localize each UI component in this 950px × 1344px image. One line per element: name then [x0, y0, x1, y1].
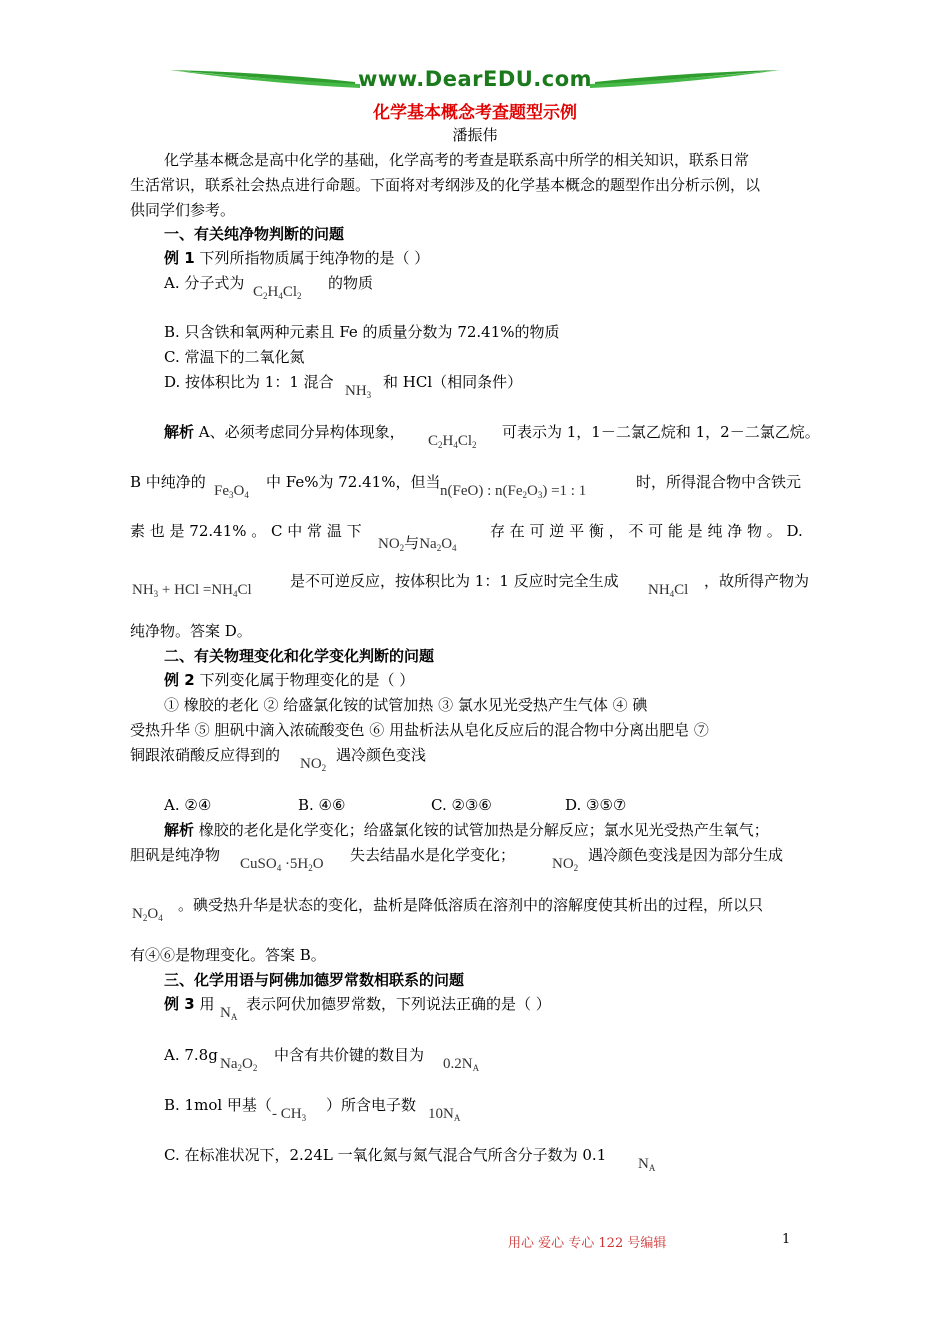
formula-no2: $NO_2$	[300, 756, 327, 773]
example-3	[164, 994, 214, 1014]
option-b: B. ④⑥	[298, 796, 346, 814]
formula-na: $N_A$	[220, 1005, 238, 1022]
example-text: 下列变化属于物理变化的是（ ）	[199, 671, 415, 689]
formula-nh3-hcl: $NH_3$ + HCl $=NH_4Cl$	[132, 582, 252, 599]
analysis-2-line-1	[164, 820, 769, 840]
formula-na2o2: $Na_2O_2$	[220, 1056, 258, 1073]
option-b: B. 只含铁和氧两种元素且 Fe 的质量分数为 72.41%的物质	[164, 323, 560, 341]
site-banner	[170, 62, 780, 98]
formula-n2o4: $N_2O_4$	[132, 906, 163, 923]
example-2-items-line-1: ① 橡胶的老化 ② 给盛氯化铵的试管加热 ③ 氯水见光受热产生气体 ④ 碘	[164, 696, 648, 714]
analysis-2-line-2-mid: 失去结晶水是化学变化；	[350, 846, 516, 864]
formula-c2h4cl2-2: $C_2H_4Cl_2$	[428, 433, 477, 450]
analysis-2-line-2-end: 遇冷颜色变浅是因为部分生成	[588, 846, 784, 864]
formula-cuso4: CuSO$_4$ $\cdot 5H_2O$	[240, 856, 324, 873]
analysis-2-line-2-start: 胆矾是纯净物	[130, 846, 221, 864]
example-label: 例 1	[164, 249, 195, 267]
option-a: A. ②④	[164, 796, 212, 814]
formula-nh3: $NH_3$	[345, 383, 372, 400]
option-a-suffix: 的物质	[328, 274, 374, 292]
formula-na-2: $N_A$	[638, 1156, 656, 1173]
analysis-1-line-1-end: 可表示为 1，1－二氯乙烷和 1，2－二氯乙烷。	[502, 423, 820, 441]
option-a	[164, 273, 244, 293]
option-d-suffix: 和 HCl（相同条件）	[383, 373, 523, 391]
analysis-label: 解析	[164, 821, 195, 839]
intro-line-2: 生活常识，联系社会热点进行命题。下面将对考纲涉及的化学基本概念的题型作出分析示例，以	[130, 176, 761, 194]
analysis-2-line-4: 有④⑥是物理变化。答案 B。	[130, 946, 326, 964]
analysis-1-line-1	[164, 422, 405, 442]
option-a-prefix: A. 分子式为	[164, 274, 245, 292]
option-b-prefix: B. 1mol 甲基（	[164, 1096, 272, 1114]
intro-line-1: 化学基本概念是高中化学的基础，化学高考的考查是联系高中所学的相关知识，联系日常	[164, 151, 750, 169]
formula-fe3o4: $Fe_3O_4$	[214, 483, 249, 500]
page-title: 化学基本概念考查题型示例	[373, 103, 577, 123]
formula-02na: $0.2N_A$	[443, 1056, 480, 1073]
example-text: 下列所指物质属于纯净物的是（ ）	[199, 249, 430, 267]
analysis-1-text: A、必须考虑同分异构体现象，	[198, 423, 405, 441]
author: 潘振伟	[452, 126, 498, 144]
formula-ch3: - $CH_3$	[272, 1106, 307, 1123]
formula-no2-na2o4: $NO_2$与$Na_2O_4$	[378, 534, 457, 553]
analysis-1-line-4-end: ，故所得产物为	[704, 572, 810, 590]
analysis-label: 解析	[164, 423, 195, 441]
analysis-1-line-2-start: B 中纯净的	[130, 473, 206, 491]
example-label: 例 3	[164, 995, 195, 1013]
formula-ratio: n(FeO) : $n(Fe_2O_3) =1$ : 1	[440, 483, 587, 500]
formula-nh4cl: $NH_4Cl$	[648, 582, 689, 599]
example-2-items-line-2: 受热升华 ⑤ 胆矾中滴入浓硫酸变色 ⑥ 用盐析法从皂化反应后的混合物中分离出肥皂 ⑦	[130, 721, 709, 739]
example-text: 用	[199, 995, 215, 1013]
formula-c2h4cl2: $C_2H_4Cl_2$	[253, 284, 302, 301]
analysis-1-line-4-mid: 是不可逆反应，按体积比为 1：1 反应时完全生成	[290, 572, 619, 590]
option-c: C. 常温下的二氧化氮	[164, 348, 305, 366]
option-d: D. ③⑤⑦	[565, 796, 627, 814]
option-c: C. ②③⑥	[431, 796, 492, 814]
intro-line-3: 供同学们参考。	[130, 201, 236, 219]
analysis-1-line-3-end: 存 在 可 逆 平 衡 ， 不 可 能 是 纯 净 物 。 D.	[490, 522, 803, 540]
site-url: www.DearEDU.com	[357, 67, 593, 91]
example-2-items-line-3: 铜跟浓硝酸反应得到的	[130, 746, 281, 764]
footer-text: 用心 爱心 专心 122 号编辑	[508, 1236, 667, 1251]
example-2-items-line-3-end: 遇冷颜色变浅	[336, 746, 427, 764]
analysis-2-line-3: 。碘受热升华是状态的变化，盐析是降低溶质在溶剂中的溶解度使其析出的过程，所以只	[178, 896, 764, 914]
example-2	[164, 670, 414, 690]
option-c-prefix: C. 在标准状况下，2.24L 一氧化氮与氮气混合气所含分子数为 0.1	[164, 1146, 607, 1164]
analysis-1-line-2-end: 时，所得混合物中含铁元	[636, 473, 802, 491]
example-3-text-end: 表示阿伏加德罗常数，下列说法正确的是（ ）	[246, 995, 551, 1013]
option-a-prefix: A. 7.8g	[164, 1046, 218, 1064]
option-d-prefix: D. 按体积比为 1：1 混合	[164, 373, 334, 391]
analysis-1-line-2-mid: 中 Fe%为 72.41%，但当	[266, 473, 441, 491]
section-1-heading: 一、有关纯净物判断的问题	[164, 225, 345, 243]
formula-10na: $10N_A$	[428, 1106, 461, 1123]
page-number: 1	[782, 1232, 791, 1247]
formula-no2-2: $NO_2$	[552, 856, 579, 873]
option-a-mid: 中含有共价键的数目为	[274, 1046, 425, 1064]
section-3-heading: 三、化学用语与阿佛加德罗常数相联系的问题	[164, 971, 465, 989]
example-label: 例 2	[164, 671, 195, 689]
analysis-2-text: 橡胶的老化是化学变化；给盛氯化铵的试管加热是分解反应；氯水见光受热产生氧气；	[198, 821, 769, 839]
analysis-1-line-3-start: 素 也 是 72.41% 。 C 中 常 温 下	[130, 522, 362, 540]
option-b-mid: ）所含电子数	[326, 1096, 417, 1114]
example-1	[164, 248, 429, 268]
analysis-1-line-5: 纯净物。答案 D。	[130, 622, 252, 640]
section-2-heading: 二、有关物理变化和化学变化判断的问题	[164, 647, 435, 665]
